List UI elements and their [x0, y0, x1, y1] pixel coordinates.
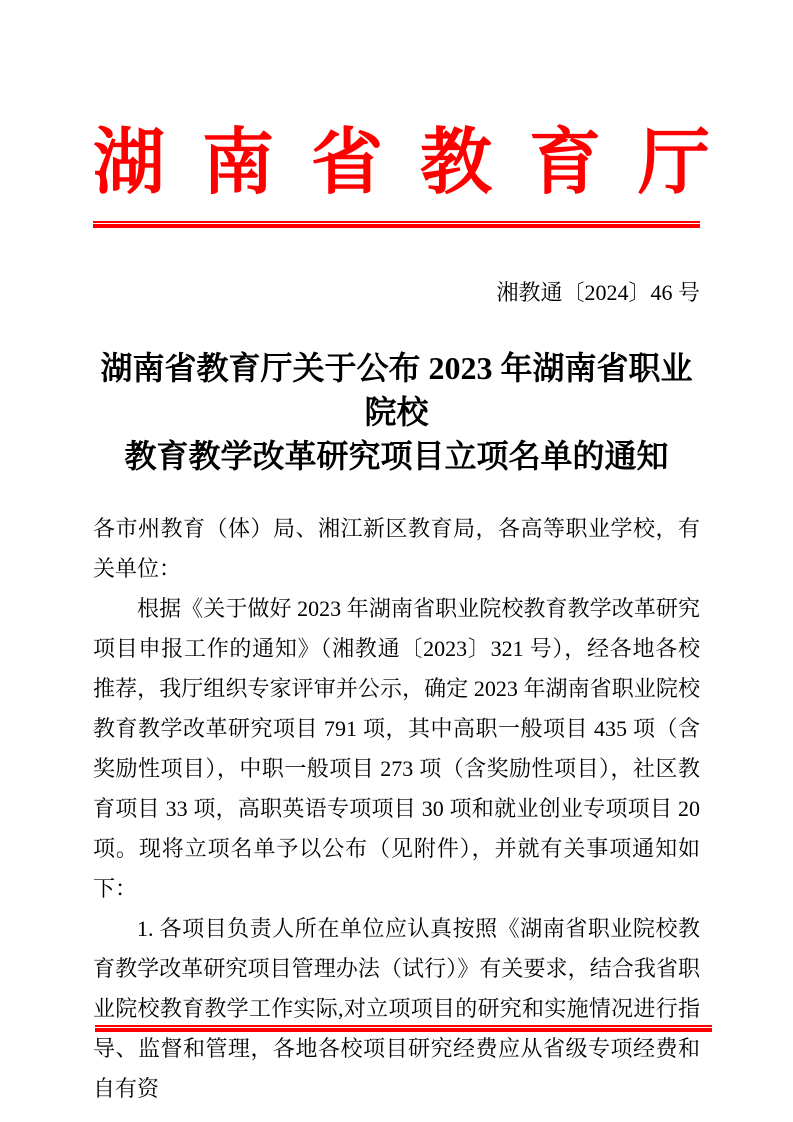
page-content [0, 124, 793, 1109]
notice-title [93, 346, 700, 478]
doc-number: 湘教通〔2024〕46 号 [496, 280, 700, 305]
paragraph-item-1: 1. 各项目负责人所在单位应认真按照《湖南省职业院校教育教学改革研究项目管理办法（试行）》有关要求，结合我省职业院校教育教学工作实际,对立项项目的研究和实施情况进行指导、监督和管理，各地各校项目研究经费应从省级专项经费和自有资 [93, 916, 700, 1101]
letterhead-divider [93, 221, 700, 228]
footer-divider [95, 1025, 712, 1032]
notice-title-line2: 教育教学改革研究项目立项名单的通知 [124, 438, 669, 474]
notice-title-line1: 湖南省教育厅关于公布 2023 年湖南省职业院校 [100, 350, 693, 430]
org-name-text: 湖南省教育厅 [93, 123, 748, 203]
letterhead [93, 123, 748, 203]
recipients-line: 各市州教育（体）局、湘江新区教育局，各高等职业学校，有关单位： [93, 516, 700, 581]
notice-body [93, 509, 700, 1109]
paragraph-approval-summary: 根据《关于做好 2023 年湖南省职业院校教育教学改革研究项目申报工作的通知》（湘教通〔2023〕321 号），经各地各校推荐，我厅组织专家评审并公示，确定 2023 年湖南省职业院校教育教学改革研究项目 791 项，其中高职一般项目 435 项（含奖励性项目），中职一般项目 273 项（含奖励性项目），社区教育项目 33 项，高职英语专项项目 30 项和就业创业专项项目 20 项。现将立项名单予以公布（见附件），并就有关事项通知如下： [93, 596, 700, 901]
